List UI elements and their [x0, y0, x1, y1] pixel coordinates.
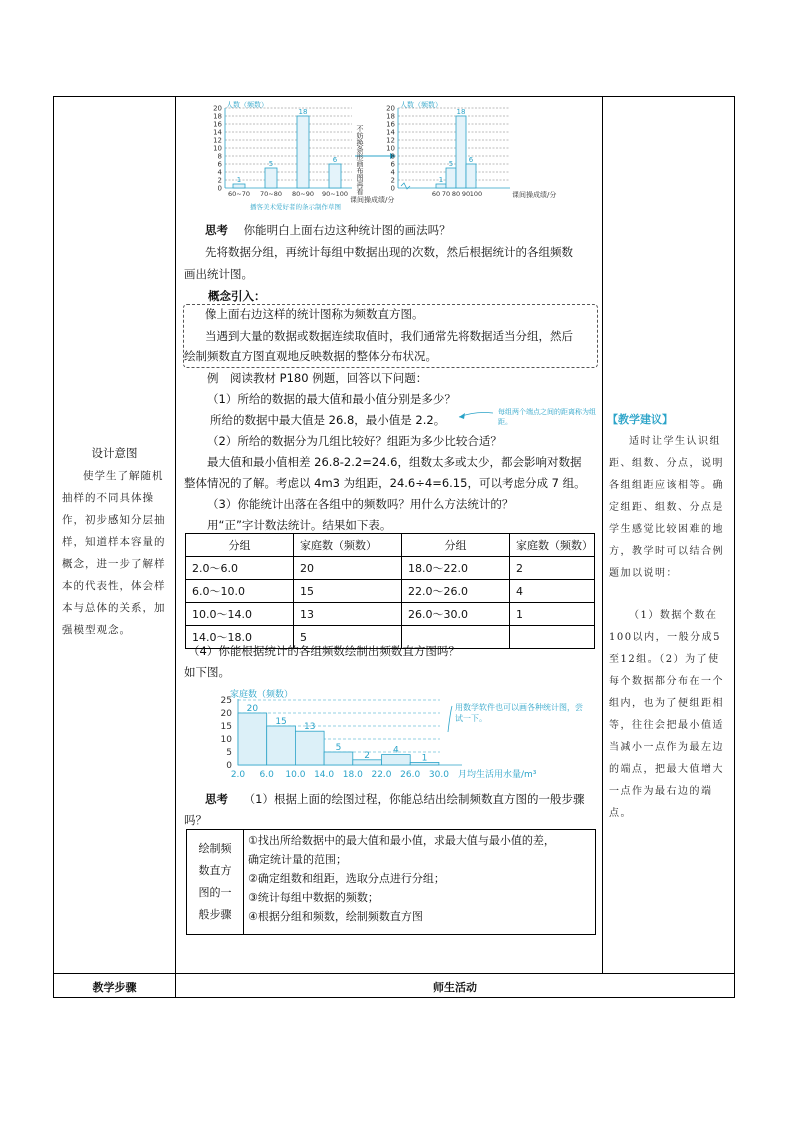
left-yticks — [213, 105, 222, 193]
water-histogram — [200, 684, 580, 784]
right-chart-xunit: 课间操成绩/分 — [512, 191, 557, 199]
table-row — [186, 557, 595, 580]
right-chart-ylabel: 人数（频数） — [400, 101, 442, 109]
hist-ytick-label: 15 — [220, 722, 232, 732]
left-ytick-label: 20 — [213, 104, 222, 113]
left-ytick-label: 0 — [217, 184, 222, 193]
hist-xtick-label: 30.0 — [428, 770, 449, 780]
table-cell: 14.0～18.0 — [186, 626, 294, 649]
table-cell: 6.0～10.0 — [186, 580, 294, 603]
left-bar-label: 18 — [298, 108, 308, 116]
left-xticks — [228, 190, 348, 198]
hist-bar — [267, 726, 296, 765]
footer-right: 师生活动 — [433, 981, 477, 994]
left-ytick-label: 8 — [217, 152, 222, 161]
left-bar — [265, 168, 277, 188]
think2-row — [205, 791, 584, 808]
right-ytick-label: 16 — [386, 120, 395, 129]
right-ytick-label: 12 — [386, 136, 395, 145]
left-bar — [297, 116, 309, 188]
left-ytick-label: 10 — [213, 144, 222, 153]
question-2: （2）所给的数据分为几组比较好？组距为多少比较合适？ — [207, 434, 502, 448]
step-3: ③统计每组中数据的频数； — [248, 891, 379, 904]
answer-2-l2: 整体情况的了解。考虑以 4m3 为组距，24.6÷4=6.15，可以考虑分成 7 组。 — [184, 476, 586, 490]
hist-bar-label: 2 — [364, 750, 371, 761]
answer1-l1: 先将数据分组，再统计每组中数据出现的次数，然后根据统计的各组频数 — [205, 245, 573, 259]
table-cell: 1 — [510, 603, 595, 626]
left-chart-note: 播客美术爱好者的条示制作草图 — [250, 203, 341, 211]
teaching-advice-body2: （1）数据个数在100以内，一般分成5至12组。（2）为了使每个数据都分布在一个组内，也为了便组距相等，往往会把最小值适当减小一点作为最左边的端点，把最大值增大一点作为最右边的端点。 — [609, 610, 724, 819]
right-bar-label: 6 — [468, 156, 474, 164]
example-head: 例 阅读教材 P180 例题，回答以下问题： — [207, 371, 428, 385]
right-ytick-label: 4 — [390, 168, 395, 177]
right-bar — [446, 168, 456, 188]
footer-top-border — [53, 973, 735, 974]
right-bar — [456, 116, 466, 188]
left-bar — [233, 184, 245, 188]
hist-bar-label: 5 — [335, 743, 342, 753]
step-1-cont: 确定统计量的范围； — [248, 853, 347, 866]
table-cell: 10.0～14.0 — [186, 603, 294, 626]
left-chart-ylabel: 人数（频数） — [226, 101, 268, 109]
steps-label-line: 绘制频 — [198, 842, 232, 855]
hist-xtick-label: 14.0 — [314, 770, 335, 780]
table-top-border — [53, 96, 735, 97]
right-bar-label: 5 — [448, 160, 454, 168]
right-xtick-label: 60 — [431, 190, 441, 198]
steps-label — [188, 838, 242, 926]
concept-l1: 像上面右边这样的统计图称为频数直方图。 — [205, 307, 424, 321]
hist-xtick-label: 6.0 — [259, 770, 274, 780]
right-ytick-label: 6 — [390, 160, 395, 169]
think2-l2: 吗？ — [184, 813, 207, 827]
hist-note: 用数学软件也可以画各种统计图，尝试一下。 — [455, 703, 583, 723]
table-cell: 4 — [510, 580, 595, 603]
col-divider-1 — [175, 96, 176, 998]
hist-bar-label: 13 — [304, 722, 316, 733]
right-xtick-label: 80 — [451, 190, 461, 198]
answer-2-l1: 最大值和最小值相差 26.8-2.2=24.6，组数太多或太少，都会影响对数据 — [207, 455, 582, 469]
hist-xtick-label: 22.0 — [371, 770, 392, 780]
hist-xtick-label: 18.0 — [342, 770, 363, 780]
teaching-advice-title: 【教学建议】 — [607, 413, 673, 426]
step-4: ④根据分组和频数，绘制频数直方图 — [248, 910, 423, 923]
hist-bar-label: 1 — [421, 753, 428, 764]
hist-xtick-label: 26.0 — [400, 770, 421, 780]
table-cell: 13 — [294, 603, 402, 626]
think2-text: （1）根据上面的绘图过程，你能总结出绘制频数直方图的一般步骤 — [243, 792, 585, 806]
table-cell: 20 — [294, 557, 402, 580]
right-ytick-label: 8 — [390, 152, 395, 161]
left-ytick-label: 16 — [213, 120, 222, 129]
concept-label: 概念引入： — [208, 289, 266, 303]
table-cell: 22.0～26.0 — [402, 580, 510, 603]
teaching-advice-body1: 适时让学生认识组距、组数、分点，说明各组组距应该相等。确定组距、组数、分点是学生感觉比较困难的地方，教学时可以结合例题加以说明： — [609, 436, 724, 579]
col-divider-2 — [602, 96, 603, 973]
left-xtick-label: 90~100 — [321, 190, 349, 198]
right-xtick-label: 90 — [461, 190, 471, 198]
right-ytick-label: 0 — [390, 184, 395, 193]
left-xtick-label: 80~90 — [292, 190, 314, 198]
design-intent-title: 设计意图 — [91, 446, 138, 460]
right-ytick-label: 10 — [386, 144, 395, 153]
left-bar — [329, 164, 341, 188]
left-bar-label: 5 — [268, 160, 274, 168]
hist-ytick-label: 5 — [226, 748, 232, 758]
answer-3: 用“正”字计数法统计。结果如下表。 — [207, 518, 392, 532]
steps-list — [248, 831, 555, 926]
hist-xtick-label: 10.0 — [285, 770, 306, 780]
steps-divider — [243, 829, 244, 934]
table-cell — [510, 626, 595, 649]
side-note-arrow — [455, 405, 495, 425]
step-1: ①找出所给数据中的最大值和最小值，求最大值与最小值的差， — [248, 834, 555, 847]
hist-bar — [324, 752, 353, 765]
right-bar-label: 18 — [456, 108, 466, 116]
table-header-row — [186, 534, 595, 557]
right-bar — [436, 184, 446, 188]
answer1-l2: 画出统计图。 — [184, 267, 253, 281]
think1-text: 你能明白上面右边这种统计图的画法吗？ — [243, 223, 451, 237]
left-ytick-label: 6 — [217, 160, 222, 169]
right-bar-label: 1 — [438, 176, 444, 184]
left-ytick-label: 18 — [213, 112, 222, 121]
table-right-border — [734, 96, 735, 998]
hist-bar — [295, 731, 324, 765]
steps-label-line: 图的一 — [198, 886, 232, 899]
table-cell: 26.0～30.0 — [402, 603, 510, 626]
think1-row — [205, 222, 451, 239]
table-cell: 2.0～6.0 — [186, 557, 294, 580]
right-ytick-label: 20 — [386, 104, 395, 113]
question-4: （4）你能根据统计的各组频数绘制出频数直方图吗？ — [188, 644, 460, 658]
right-ytick-label: 2 — [390, 176, 395, 185]
hist-ytick-label: 25 — [220, 696, 232, 706]
right-xtick-label: 100 — [469, 190, 483, 198]
table-header: 分组 — [402, 534, 510, 557]
think1-label: 思考 — [205, 223, 228, 237]
answer-1: 所给的数据中最大值是 26.8，最小值是 2.2。 — [210, 413, 446, 427]
left-ytick-label: 2 — [217, 176, 222, 185]
right-bar — [466, 164, 476, 188]
table-left-border — [53, 96, 54, 998]
question-1: （1）所给的数据的最大值和最小值分别是多少？ — [207, 392, 456, 406]
design-intent-body: 使学生了解随机抽样的不同具体操作，初步感知分层抽样，知道样本容量的概念，进一步了解样本的代表性，体会样本与总体的关系，加强模型观念。 — [62, 470, 166, 636]
arrow-note-text: 不妨换条形画布图再看 — [356, 125, 364, 195]
table-header: 分组 — [186, 534, 294, 557]
right-ytick-label: 14 — [386, 128, 395, 137]
right-xtick-label: 70 — [441, 190, 451, 198]
hist-bar-label: 4 — [392, 745, 399, 756]
steps-label-line: 般步骤 — [198, 908, 232, 921]
hist-bar — [382, 755, 411, 765]
left-chart-xunit: 课间操成绩/分 — [350, 196, 395, 204]
right-xticks — [432, 190, 482, 198]
table-cell: 15 — [294, 580, 402, 603]
table-cell: 18.0～22.0 — [402, 557, 510, 580]
right-chart — [386, 100, 556, 199]
table-header: 家庭数（频数） — [510, 534, 595, 557]
table-row — [186, 603, 595, 626]
hist-ytick-label: 10 — [220, 735, 232, 745]
table-header: 家庭数（频数） — [294, 534, 402, 557]
hist-bar-label: 15 — [275, 717, 287, 727]
hist-xtick-label: 2.0 — [230, 770, 246, 780]
left-ytick-label: 14 — [213, 128, 222, 137]
table-row — [186, 580, 595, 603]
table-bottom-border — [53, 997, 735, 998]
left-xtick-label: 70~80 — [260, 190, 282, 198]
footer-left: 教学步骤 — [92, 981, 137, 994]
hist-ytick-label: 20 — [220, 709, 232, 719]
hist-xticks — [231, 770, 449, 780]
hist-bar — [238, 713, 267, 765]
left-xtick-label: 60~70 — [228, 190, 250, 198]
concept-l3: 绘制频数直方图直观地反映数据的整体分布状况。 — [184, 349, 437, 363]
right-yticks — [386, 105, 395, 193]
hist-bar-label: 20 — [246, 704, 259, 714]
right-ytick-label: 18 — [386, 112, 395, 121]
left-bar-label: 1 — [236, 176, 242, 184]
left-bar-label: 6 — [332, 156, 338, 164]
step-2: ②确定组数和组距，选取分点进行分组； — [248, 872, 445, 885]
think2-label: 思考 — [205, 792, 228, 806]
hist-xunit: 月均生活用水量/m³ — [458, 770, 537, 780]
steps-label-line: 数直方 — [198, 864, 232, 877]
left-ytick-label: 4 — [217, 168, 222, 177]
top-histograms — [200, 100, 560, 215]
hist-yticks — [221, 696, 233, 771]
side-note: 每组两个端点之间的距离称为组距。 — [498, 408, 596, 426]
table-cell: 2 — [510, 557, 595, 580]
frequency-table — [185, 533, 595, 649]
question-3: （3）你能统计出落在各组中的频数吗？用什么方法统计的？ — [207, 497, 514, 511]
concept-l2: 当遇到大量的数据或数据连续取值时，我们通常先将数据适当分组，然后 — [205, 329, 573, 343]
left-ytick-label: 12 — [213, 136, 222, 145]
answer-4: 如下图。 — [184, 665, 230, 679]
hist-ytick-label: 0 — [226, 761, 232, 771]
table-cell: 5 — [294, 626, 402, 649]
hist-ylabel: 家庭数（频数） — [230, 690, 294, 700]
